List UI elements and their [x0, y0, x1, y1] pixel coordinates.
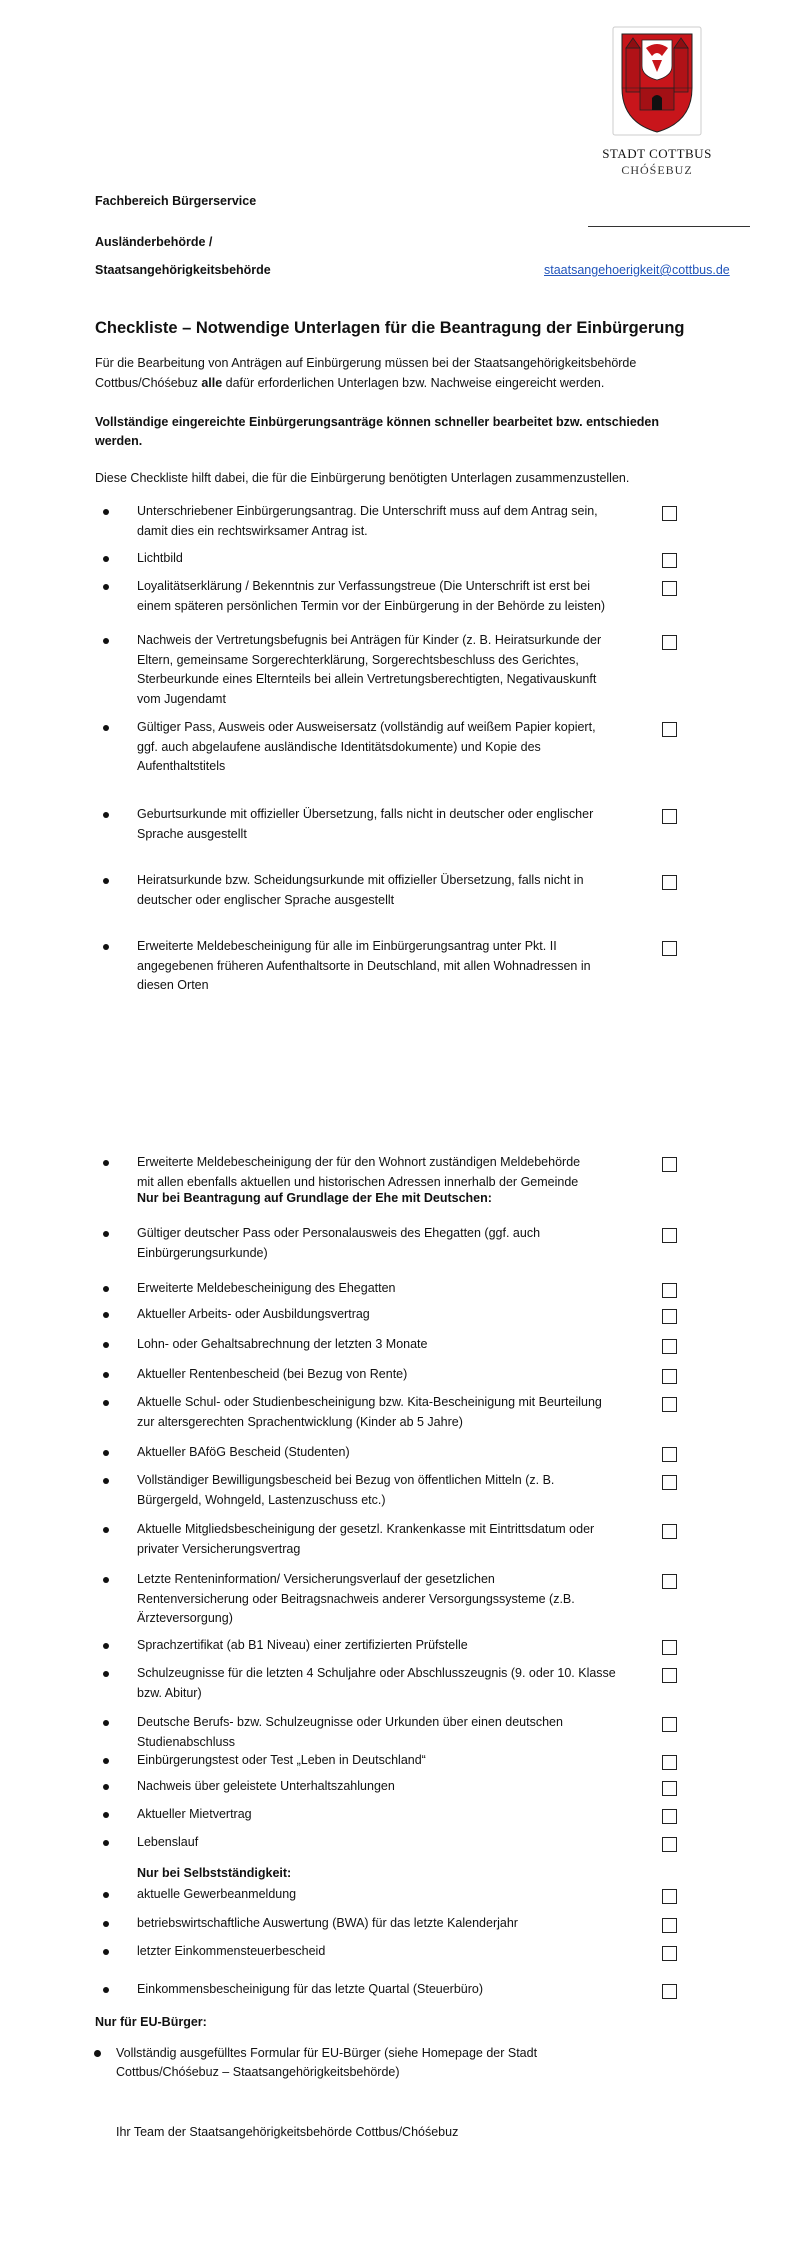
header-rule [588, 226, 750, 227]
notice-line1: Vollständige eingereichte Einbürgerungsanträge können schneller bearbeitet bzw. entschieden [95, 415, 660, 429]
checklist-checkbox[interactable] [662, 1369, 677, 1384]
checklist-checkbox[interactable] [662, 1889, 677, 1904]
checklist-item-line: privater Versicherungsvertrag [137, 1541, 301, 1556]
checklist-item-line: Unterschriebener Einbürgerungsantrag. Die Unterschrift muss auf dem Antrag sein, [137, 504, 598, 518]
checklist-item-text [137, 577, 637, 616]
checklist-checkbox[interactable] [662, 553, 677, 568]
checklist-item-text [137, 1833, 637, 1853]
checklist-item-text [137, 1885, 637, 1905]
checklist-item-bullet [103, 1812, 109, 1818]
checklist-item-bullet [103, 1892, 109, 1898]
checklist-item-line: Gültiger deutscher Pass oder Personalausweis des Ehegatten (ggf. auch [137, 1226, 541, 1240]
checklist-checkbox[interactable] [662, 1447, 677, 1462]
checklist-item-line: Letzte Renteninformation/ Versicherungsverlauf der gesetzlichen [137, 1572, 495, 1586]
checklist-item-line: Aktuelle Mitgliedsbescheinigung der gesetzl. Krankenkasse mit Eintrittsdatum oder [137, 1522, 595, 1536]
checklist-checkbox[interactable] [662, 1574, 677, 1589]
checklist-item-text [137, 1305, 637, 1325]
checklist-item-text [137, 1570, 637, 1629]
checklist-item-bullet [103, 1286, 109, 1292]
checklist-item-line: Einkommensbescheinigung für das letzte Quartal (Steuerbüro) [137, 1982, 484, 1996]
checklist-checkbox[interactable] [662, 1640, 677, 1655]
office-line-2: Staatsangehörigkeitsbehörde [95, 263, 271, 277]
checklist-item-line: Bürgergeld, Wohngeld, Lastenzuschuss etc.) [137, 1492, 386, 1507]
checklist-item-text [137, 1224, 637, 1263]
checklist-item-text [137, 1805, 637, 1825]
checklist-item-text [137, 1713, 637, 1752]
checklist-checkbox[interactable] [662, 1781, 677, 1796]
checklist-item-bullet [103, 1527, 109, 1533]
eu-item-bullet [94, 2050, 101, 2057]
closing-signature: Ihr Team der Staatsangehörigkeitsbehörde Cottbus/Chóśebuz [116, 2125, 459, 2139]
city-name: STADT COTTBUS [602, 146, 712, 161]
checklist-item-line: Sterbeurkunde eines Elternteils bei allein Vertretungsberechtigten, Negativauskunft [137, 672, 597, 686]
checklist-item-text [137, 871, 637, 910]
checklist-item-text [137, 1664, 637, 1703]
checklist-checkbox[interactable] [662, 1397, 677, 1412]
checklist-checkbox[interactable] [662, 1918, 677, 1933]
checklist-item-line: Aktuelle Schul- oder Studienbescheinigung bzw. Kita-Bescheinigung mit Beurteilung [137, 1395, 602, 1409]
checklist-item-line: Erweiterte Meldebescheinigung für alle im Einbürgerungsantrag unter Pkt. II [137, 939, 557, 953]
checklist-checkbox[interactable] [662, 875, 677, 890]
checklist-item-bullet [103, 812, 109, 818]
checklist-item-line: deutscher oder englischer Sprache ausgestellt [137, 892, 395, 907]
checklist-item-text [137, 718, 637, 777]
checklist-checkbox[interactable] [662, 1228, 677, 1243]
email-link[interactable]: staatsangehoerigkeit@cottbus.de [544, 263, 730, 277]
checklist-item-bullet [103, 878, 109, 884]
checklist-item-line: Ärzteversorgung) [137, 1611, 233, 1625]
checklist-item-line: Einbürgerungstest oder Test „Leben in Deutschland“ [137, 1753, 426, 1767]
checklist-item-bullet [103, 1784, 109, 1790]
checklist-item-text [137, 1471, 637, 1510]
checklist-checkbox[interactable] [662, 1339, 677, 1354]
checklist-checkbox[interactable] [662, 635, 677, 650]
checklist-item-line: Loyalitätserklärung / Bekenntnis zur Verfassungstreue (Die Unterschrift ist erst bei [137, 579, 590, 593]
subheading-self-employed: Nur bei Selbstständigkeit: [137, 1866, 292, 1880]
eu-item-line2: Cottbus/Chóśebuz – Staatsangehörigkeitsbehörde) [116, 2065, 400, 2079]
checklist-item-line: aktuelle Gewerbeanmeldung [137, 1887, 297, 1901]
checklist-item-bullet [103, 1160, 109, 1166]
checklist-item-line: Aufenthaltstitels [137, 759, 226, 773]
checklist-item-line: Gültiger Pass, Ausweis oder Ausweisersatz (vollständig auf weißem Papier kopiert, [137, 720, 596, 734]
checklist-item-bullet [103, 1372, 109, 1378]
checklist-item-line: Eltern, gemeinsame Sorgerechterklärung, Sorgerechtsbeschluss des Gerichtes, [137, 652, 579, 667]
checklist-item-bullet [103, 1840, 109, 1846]
checklist-item-bullet [103, 1342, 109, 1348]
checklist-item-line: Lebenslauf [137, 1835, 199, 1849]
checklist-item-bullet [103, 944, 109, 950]
checklist-item-line: zur altersgerechten Sprachentwicklung (Kinder ab 5 Jahre) [137, 1414, 463, 1429]
checklist-item-bullet [103, 1450, 109, 1456]
checklist-item-line: Rentenversicherung oder Beitragsnachweis anderer Versorgungssysteme (z.B. [137, 1591, 575, 1606]
checklist-item-line: letzter Einkommensteuerbescheid [137, 1944, 326, 1958]
checklist-item-line: Einbürgerungsurkunde) [137, 1245, 268, 1260]
checklist-item-line: Aktueller Rentenbescheid (bei Bezug von Rente) [137, 1367, 408, 1381]
checklist-item-text [137, 937, 637, 996]
checklist-checkbox[interactable] [662, 581, 677, 596]
checklist-item-bullet [103, 556, 109, 562]
checklist-item-text [137, 805, 637, 844]
city-subname: CHÓŚEBUZ [621, 163, 693, 177]
intro-text: Cottbus/Chóśebuz [95, 376, 202, 390]
subheading-spouse: Nur bei Beantragung auf Grundlage der Ehe mit Deutschen: [137, 1191, 492, 1205]
intro-paragraph-line2 [95, 373, 604, 393]
checklist-item-text [137, 631, 637, 709]
page-title: Checkliste – Notwendige Unterlagen für die Beantragung der Einbürgerung [95, 319, 685, 337]
checklist-item-bullet [103, 509, 109, 515]
checklist-checkbox[interactable] [662, 941, 677, 956]
checklist-item-bullet [103, 1987, 109, 1993]
checklist-checkbox[interactable] [662, 1946, 677, 1961]
checklist-hint: Diese Checkliste hilft dabei, die für die Einbürgerung benötigten Unterlagen zusammenzustellen. [95, 471, 630, 485]
checklist-item-text [137, 1335, 637, 1355]
checklist-item-line: Nachweis über geleistete Unterhaltszahlungen [137, 1779, 395, 1793]
checklist-item-bullet [103, 1312, 109, 1318]
checklist-item-bullet [103, 1400, 109, 1406]
checklist-item-text [137, 549, 637, 569]
checklist-item-line: Erweiterte Meldebescheinigung der für den Wohnort zuständigen Meldebehörde [137, 1155, 581, 1169]
checklist-item-line: Vollständiger Bewilligungsbescheid bei Bezug von öffentlichen Mitteln (z. B. [137, 1473, 555, 1487]
office-line-1: Ausländerbehörde / [95, 235, 213, 249]
checklist-item-bullet [103, 1231, 109, 1237]
checklist-checkbox[interactable] [662, 1283, 677, 1298]
checklist-item-text [137, 502, 637, 541]
department-name: Fachbereich Bürgerservice [95, 194, 257, 208]
checklist-checkbox[interactable] [662, 1809, 677, 1824]
checklist-item-text [137, 1980, 637, 2000]
checklist-item-bullet [103, 584, 109, 590]
checklist-item-bullet [103, 725, 109, 731]
checklist-checkbox[interactable] [662, 1668, 677, 1683]
checklist-item-line: Nachweis der Vertretungsbefugnis bei Anträgen für Kinder (z. B. Heiratsurkunde der [137, 633, 602, 647]
checklist-item-bullet [103, 1577, 109, 1583]
checklist-item-line: Heiratsurkunde bzw. Scheidungsurkunde mit offizieller Übersetzung, falls nicht in [137, 873, 584, 887]
subheading-eu: Nur für EU-Bürger: [95, 2015, 207, 2029]
checklist-checkbox[interactable] [662, 1755, 677, 1770]
checklist-item-line: Aktueller BAföG Bescheid (Studenten) [137, 1445, 350, 1459]
checklist-item-line: Lichtbild [137, 551, 183, 565]
checklist-checkbox[interactable] [662, 1984, 677, 1999]
checklist-item-line: Deutsche Berufs- bzw. Schulzeugnisse oder Urkunden über einen deutschen [137, 1715, 563, 1729]
checklist-item-line: Aktueller Arbeits- oder Ausbildungsvertrag [137, 1307, 370, 1321]
checklist-item-bullet [103, 1921, 109, 1927]
checklist-checkbox[interactable] [662, 1157, 677, 1172]
checklist-item-line: Geburtsurkunde mit offizieller Übersetzung, falls nicht in deutscher oder englischer [137, 807, 594, 821]
checklist-item-text [137, 1520, 637, 1559]
checklist-checkbox[interactable] [662, 1309, 677, 1324]
checklist-item-bullet [103, 1671, 109, 1677]
checklist-item-line: Lohn- oder Gehaltsabrechnung der letzten 3 Monate [137, 1337, 428, 1351]
checklist-item-bullet [103, 1720, 109, 1726]
checklist-item-line: Aktueller Mietvertrag [137, 1807, 252, 1821]
checklist-checkbox[interactable] [662, 1475, 677, 1490]
checklist-item-line: Sprachzertifikat (ab B1 Niveau) einer zertifizierten Prüfstelle [137, 1638, 468, 1652]
checklist-item-line: bzw. Abitur) [137, 1685, 202, 1700]
checklist-item-line: damit dies ein rechtswirksamer Antrag ist. [137, 523, 368, 538]
checklist-item-line: ggf. auch abgelaufene ausländische Identitätsdokumente) und Kopie des [137, 739, 541, 754]
notice-line2: werden. [95, 434, 143, 448]
checklist-item-bullet [103, 1478, 109, 1484]
eu-item-line1: Vollständig ausgefülltes Formular für EU-Bürger (siehe Homepage der Stadt [116, 2046, 538, 2060]
checklist-checkbox[interactable] [662, 506, 677, 521]
checklist-item-line: Studienabschluss [137, 1734, 235, 1749]
checklist-item-text [137, 1751, 637, 1771]
checklist-item-text [137, 1393, 637, 1432]
checklist-item-bullet [103, 1949, 109, 1955]
checklist-item-line: Erweiterte Meldebescheinigung des Ehegatten [137, 1281, 396, 1295]
checklist-checkbox[interactable] [662, 722, 677, 737]
checklist-item-text [137, 1365, 637, 1385]
checklist-item-line: vom Jugendamt [137, 691, 226, 706]
checklist-item-line: Schulzeugnisse für die letzten 4 Schuljahre oder Abschlusszeugnis (9. oder 10. Klasse [137, 1666, 616, 1680]
checklist-item-line: betriebswirtschaftliche Auswertung (BWA) für das letzte Kalenderjahr [137, 1916, 518, 1930]
checklist-item-line: diesen Orten [137, 978, 209, 992]
checklist-item-text [137, 1279, 637, 1299]
checklist-item-text [137, 1777, 637, 1797]
checklist-item-text [137, 1636, 637, 1656]
checklist-item-text [137, 1942, 637, 1962]
checklist-item-text [137, 1443, 637, 1463]
checklist-checkbox[interactable] [662, 1837, 677, 1852]
checklist-item-line: mit allen ebenfalls aktuellen und historischen Adressen innerhalb der Gemeinde [137, 1174, 579, 1189]
checklist-item-bullet [103, 638, 109, 644]
city-crest-logo [612, 26, 702, 136]
checklist-checkbox[interactable] [662, 1524, 677, 1539]
checklist-checkbox[interactable] [662, 1717, 677, 1732]
checklist-item-text [137, 1153, 637, 1192]
checklist-item-line: einem späteren persönlichen Termin vor der Einbürgerung in der Behörde zu leisten) [137, 598, 606, 613]
checklist-item-text [137, 1914, 637, 1934]
checklist-checkbox[interactable] [662, 809, 677, 824]
checklist-item-line: angegebenen früheren Aufenthaltsorte in Deutschland, mit allen Wohnadressen in [137, 958, 591, 973]
intro-emphasis: alle [201, 376, 223, 390]
intro-paragraph-line1: Für die Bearbeitung von Anträgen auf Einbürgerung müssen bei der Staatsangehörigkeitsbehörde [95, 356, 637, 370]
checklist-item-bullet [103, 1643, 109, 1649]
checklist-item-line: Sprache ausgestellt [137, 826, 247, 841]
checklist-item-bullet [103, 1758, 109, 1764]
intro-text: dafür erforderlichen Unterlagen bzw. Nachweise eingereicht werden. [222, 376, 605, 390]
